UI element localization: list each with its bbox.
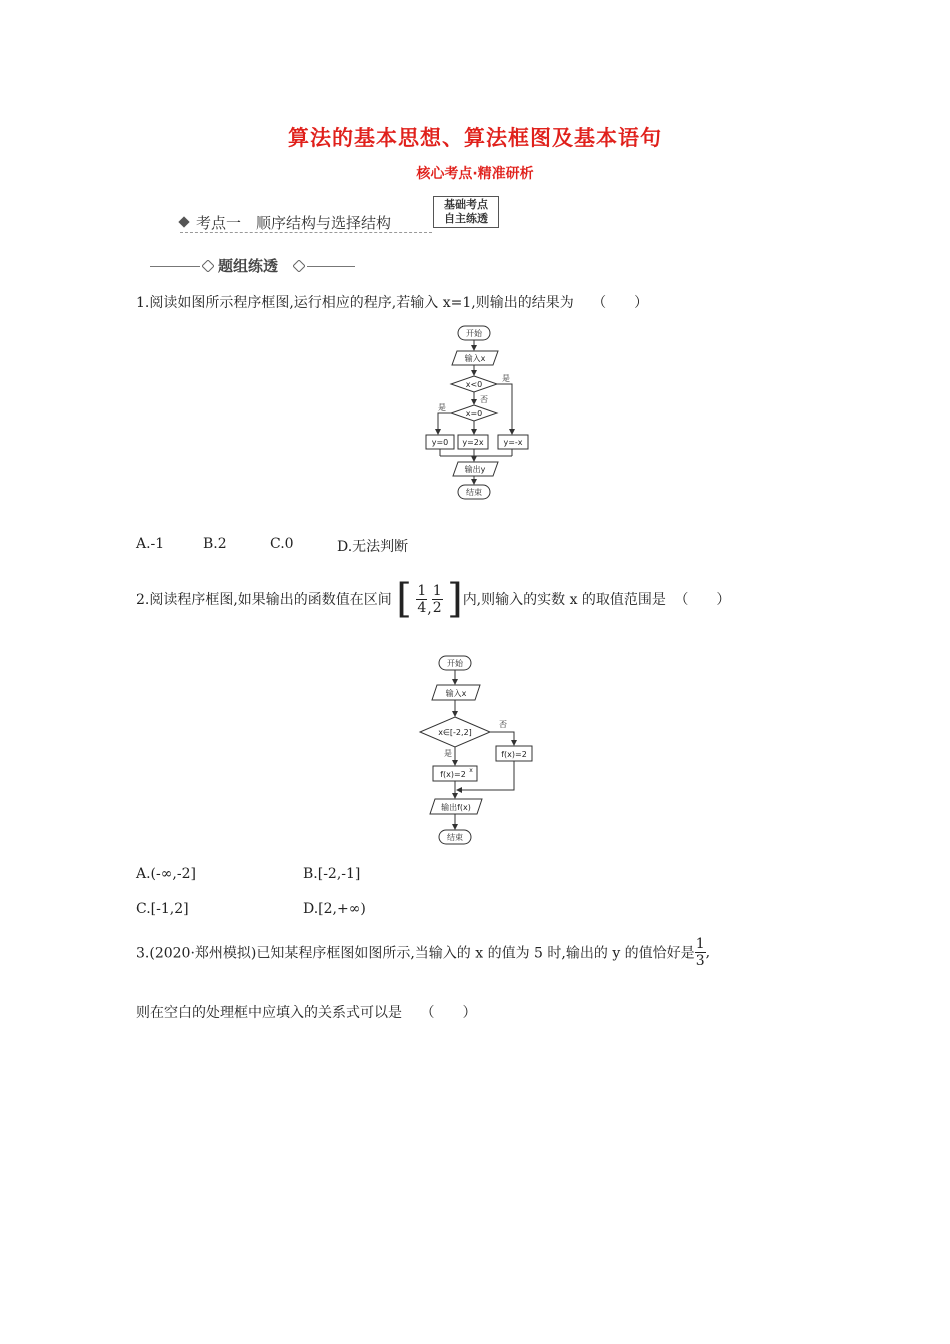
q2-option-b: B.[-2,-1] [303, 866, 361, 882]
q1-flowchart [420, 322, 540, 504]
badge-line2: 自主练透 [444, 212, 488, 225]
q1-text: 1.阅读如图所示程序框图,运行相应的程序,若输入 x=1,则输出的结果为 [136, 295, 574, 311]
q2-frac1-den: 4 [417, 599, 427, 616]
q2-end-label: 结束 [447, 833, 463, 842]
q2-box-no-label: f(x)=2 [501, 750, 527, 759]
q3-line1: 3.(2020·郑州模拟)已知某程序框图如图所示,当输入的 x 的值为 5 时,输出的 y 的值恰好是 [136, 945, 695, 962]
q3-line2: 则在空白的处理框中应填入的关系式可以是 [136, 1005, 402, 1021]
q1-option-d: D.无法判断 [337, 539, 409, 555]
question-3-line2 [136, 1002, 476, 1022]
page-title: 算法的基本思想、算法框图及基本语句 [288, 126, 662, 150]
q1-output-label: 输出y [464, 465, 486, 474]
q2-box-yes-sup: x [469, 767, 473, 774]
q2-option-d: D.[2,+∞) [303, 901, 366, 917]
q2-output-label: 输出f(x) [441, 803, 471, 812]
q3-frac [695, 936, 706, 969]
q1-no1-label: 否 [480, 395, 488, 404]
kaodian-label: 考点一 顺序结构与选择结构 [196, 214, 392, 232]
section-line-left [150, 266, 200, 267]
q1-option-b: B.2 [203, 536, 227, 552]
q2-text-before: 2.阅读程序框图,如果输出的函数值在区间 [136, 592, 392, 608]
section-diamond-icon [202, 260, 214, 272]
badge-line1: 基础考点 [444, 198, 488, 211]
page-subtitle: 核心考点·精准研析 [416, 166, 534, 182]
q1-option-c: C.0 [270, 536, 294, 552]
q1-cond2-label: x=0 [465, 409, 483, 418]
q3-frac-num: 1 [695, 936, 705, 952]
section-label: 题组练透 [218, 257, 279, 275]
q1-paren: （ ） [592, 295, 649, 311]
kaodian-heading [180, 212, 391, 233]
kaodian-underline [180, 232, 432, 233]
diamond-bullet-icon [178, 216, 189, 227]
q2-no-label: 否 [499, 720, 507, 729]
q1-box-a-label: y=0 [431, 438, 449, 447]
q2-yes-label: 是 [444, 749, 452, 758]
q2-option-c: C.[-1,2] [136, 901, 189, 917]
q2-flowchart [410, 652, 540, 850]
q2-start-label: 开始 [447, 659, 463, 668]
question-3 [136, 936, 710, 969]
q3-paren: （ ） [420, 1005, 477, 1021]
q2-frac2 [432, 583, 443, 616]
q1-end-label: 结束 [466, 488, 482, 497]
q2-frac2-num: 1 [432, 582, 442, 599]
section-heading [150, 256, 355, 276]
q2-text-after: 内,则输入的实数 x 的取值范围是 [462, 592, 666, 608]
q1-yes1-label: 是 [502, 374, 510, 383]
q2-input-label: 输入x [445, 689, 467, 698]
q2-frac2-den: 2 [432, 599, 442, 616]
q1-input-label: 输入x [464, 354, 486, 363]
q2-frac1-num: 1 [417, 582, 427, 599]
q1-option-a: A.-1 [136, 536, 165, 552]
q2-option-a: A.(-∞,-2] [136, 866, 196, 882]
q1-start-label: 开始 [466, 329, 482, 338]
section-line-right [307, 266, 355, 267]
q1-cond1-label: x<0 [465, 380, 483, 389]
section-diamond-icon-right [293, 260, 305, 272]
q1-box-c-label: y=-x [503, 438, 523, 447]
q2-cond-label: x∈[-2,2] [438, 728, 472, 737]
q2-box-yes-label: f(x)=2 [440, 770, 466, 779]
question-2 [136, 576, 731, 622]
q3-frac-den: 3 [695, 953, 705, 969]
q2-bracket-right: ] [447, 576, 463, 622]
kaodian-badge [433, 196, 499, 228]
q2-comma: , [427, 601, 432, 617]
q1-yes2-label: 是 [438, 403, 446, 412]
q3-comma: , [705, 944, 711, 961]
q2-bracket-left: [ [396, 576, 412, 622]
question-1 [136, 292, 648, 312]
q2-frac1 [416, 583, 427, 616]
q2-paren: （ ） [674, 592, 731, 608]
q1-box-b-label: y=2x [462, 438, 484, 447]
